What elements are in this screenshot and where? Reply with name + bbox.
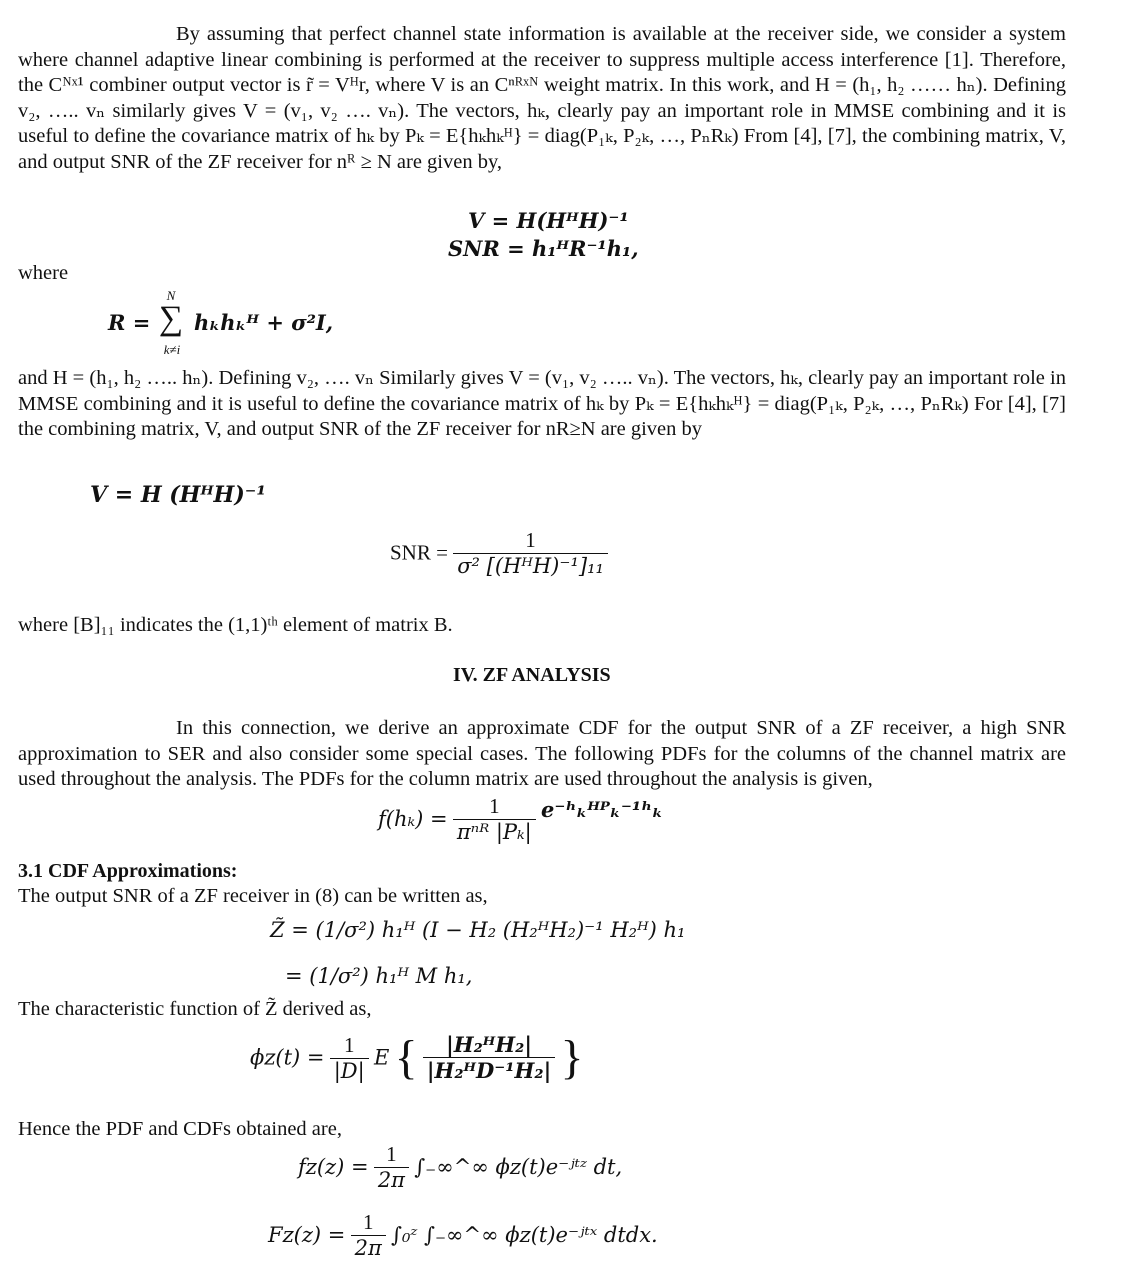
- eq9-integral: ∫₀ᶻ ∫₋∞^∞ ϕᴢ(t)e⁻ʲᵗˣ dtdx.: [391, 1223, 658, 1247]
- equation-pdf-hk: [378, 794, 663, 844]
- subsection-heading: 3.1 CDF Approximations:: [18, 860, 238, 882]
- eq7-expectation: E: [373, 1045, 390, 1070]
- equation-z-tilde: Z̃ = (1/σ²) h₁ᴴ (I − H₂ (H₂ᴴH₂)⁻¹ H₂ᴴ) h₁: [270, 918, 686, 942]
- eq9-lhs: Fᴢ(z) =: [268, 1223, 346, 1247]
- sum-upper-limit: N: [166, 288, 176, 303]
- eq8-integral: ∫₋∞^∞ ϕᴢ(t)e⁻ʲᵗᶻ dt,: [414, 1155, 623, 1179]
- eq7-coef-den: |D|: [333, 1058, 365, 1083]
- paragraph-zf-analysis: In this connection, we derive an approximate CDF for the output SNR of a ZF receiver, a high SNR approximation to SER and also consider some special cases. The following PDFs for the columns of the channel matrix are used throughout the analysis. The PDFs for the column matrix are used throughout the analysis is given,: [18, 717, 1066, 790]
- line-pdf-cdf: Hence the PDF and CDFs obtained are,: [18, 1118, 342, 1140]
- eq7-denominator: |H₂ᴴD⁻¹H₂|: [426, 1058, 552, 1083]
- eq5-exponential: e⁻ʰₖᴴᴾₖ⁻¹ʰₖ: [541, 796, 664, 822]
- eq4-fraction: [453, 528, 608, 578]
- equation-z-tilde-m: = (1/σ²) h₁ᴴ M h₁,: [285, 964, 473, 988]
- eq-r-lhs: R =: [108, 310, 151, 335]
- equation-combining-matrix: V = H(HᴴH)⁻¹: [468, 208, 629, 233]
- line-characteristic-function: The characteristic function of Z̃ derived as,: [18, 998, 372, 1020]
- eq7-coef: [330, 1033, 369, 1083]
- sum-lower-limit: k≠i: [163, 342, 181, 357]
- eq7-coef-num: 1: [330, 1033, 369, 1059]
- equation-snr: SNR = h₁ᴴR⁻¹h₁,: [448, 236, 639, 261]
- eq9-numerator: 1: [351, 1210, 386, 1236]
- eq4-denominator: σ² [(HᴴH)⁻¹]₁₁: [457, 554, 604, 578]
- where-label-1: where: [18, 262, 69, 284]
- eq7-lhs: ϕᴢ(t) =: [250, 1045, 325, 1070]
- eq5-denominator: πⁿᴿ |Pₖ|: [456, 820, 532, 844]
- eq8-numerator: 1: [374, 1142, 409, 1168]
- right-brace: }: [560, 1031, 584, 1084]
- paragraph-repeat: and H = (h₁, h₂ ….. hₙ). Defining v₂, …. vₙ Similarly gives V = (v₁, v₂ ….. vₙ). The vectors, hₖ, clearly pay an important role in MMSE combining and it is useful to define the covariance matrix of hₖ by Pₖ = E{hₖhₖᴴ} = diag(P₁ₖ, P₂ₖ, …, PₙRₖ) For [4], [7] the combining matrix, V, and output SNR of the ZF receiver for nR≥N are given by: [18, 367, 1066, 440]
- eq8-lhs: fᴢ(z) =: [298, 1155, 369, 1179]
- eq9-fraction: [351, 1210, 386, 1260]
- equation-characteristic: [250, 1030, 584, 1085]
- eq5-lhs: f(hₖ) =: [378, 807, 448, 831]
- eq4-numerator: 1: [453, 528, 608, 554]
- paragraph-intro: By assuming that perfect channel state information is available at the receiver side, we consider a system where channel adaptive linear combining is performed at the receiver to suppress multiple access interference [1]. Therefore, the Cᴺˣ¹ combiner output vector is r̃ = Vᴴr, where V is an Cⁿᴿˣᴺ weight matrix. In this work, and H = (h₁, h₂ …… hₙ). Defining v₂, ….. vₙ similarly gives V = (v₁, v₂ …. vₙ). The vectors, hₖ, clearly pay an important role in MMSE combining and it is useful to define the covariance matrix of hₖ by Pₖ = E{hₖhₖᴴ} = diag(P₁ₖ, P₂ₖ, …, PₙRₖ) From [4], [7], the combining matrix, V, and output SNR of the ZF receiver for nᴿ ≥ N are given by,: [18, 23, 1066, 173]
- eq7-numerator: |H₂ᴴH₂|: [423, 1032, 555, 1058]
- equation-snr-zf: [390, 528, 608, 578]
- eq7-fraction: [423, 1032, 555, 1083]
- eq8-fraction: [374, 1142, 409, 1192]
- eq-r-rhs: hₖhₖᴴ + σ²I,: [194, 310, 334, 335]
- summation-symbol: ∑: [158, 300, 184, 337]
- section-heading: IV. ZF ANALYSIS: [453, 664, 611, 686]
- equation-cdf-z: [268, 1210, 658, 1260]
- where-label-2: where [B]₁₁ indicates the (1,1)ᵗʰ element of matrix B.: [18, 614, 453, 636]
- eq5-fraction: [453, 794, 536, 844]
- eq4-lhs: SNR =: [390, 540, 448, 565]
- eq9-denominator: 2π: [354, 1236, 382, 1260]
- eq8-denominator: 2π: [377, 1168, 405, 1192]
- line-output-snr: The output SNR of a ZF receiver in (8) can be written as,: [18, 885, 488, 907]
- equation-v-zf: V = H (HᴴH)⁻¹: [90, 482, 266, 508]
- eq5-numerator: 1: [453, 794, 536, 820]
- equation-pdf-z: [298, 1142, 622, 1192]
- left-brace: {: [394, 1031, 418, 1084]
